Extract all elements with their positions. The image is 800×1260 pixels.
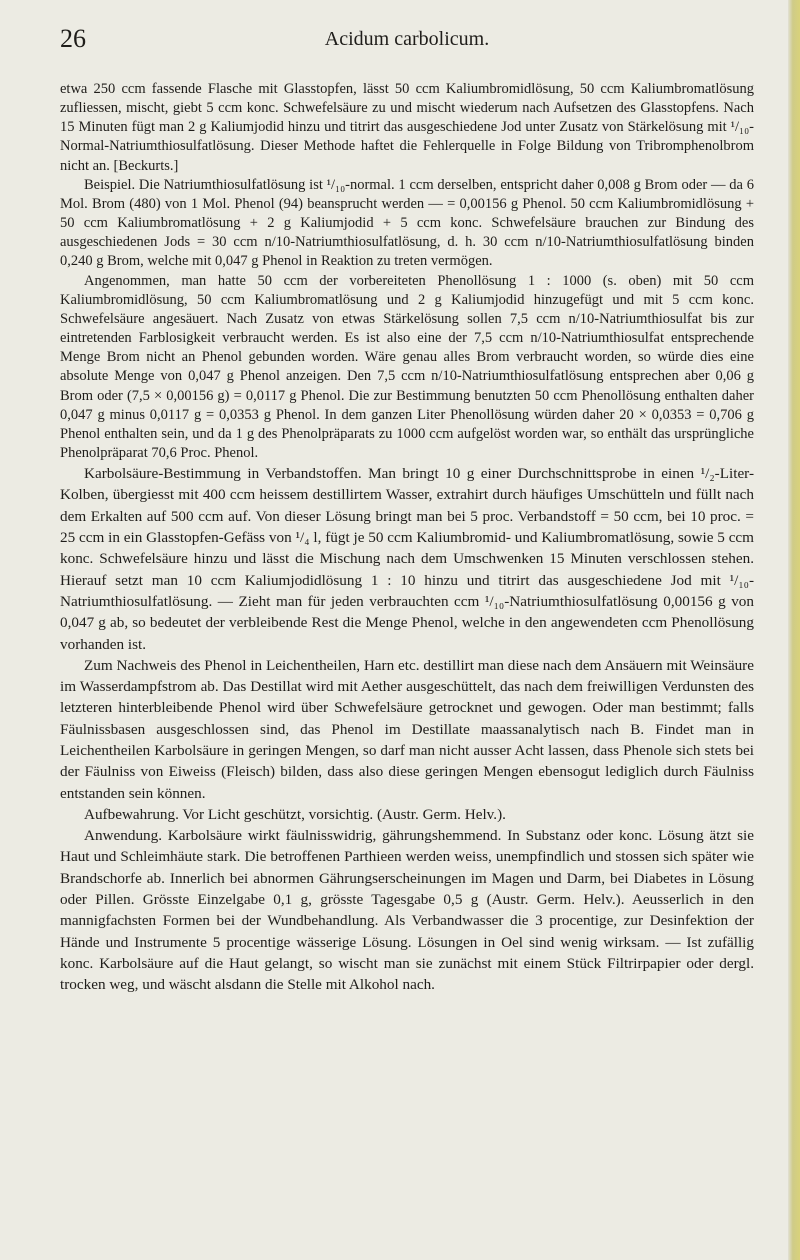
body-text	[60, 80, 754, 996]
paragraph-application: Anwendung. Karbolsäure wirkt fäulnisswidrig, gährungshemmend. In Substanz oder konc. Lösung ätzt sie Haut und Schleimhäute stark. Die betroffenen Parthieen werden weiss, unempfindlich und stossen sich später wie Brandschorfe ab. Innerlich bei abnormen Gährungserscheinungen im Magen und Darm, bei Diabetes in Lösung oder Pillen. Grösste Einzelgabe 0,1 g, grösste Tagesgabe 0,5 g (Austr. Germ. Helv.). Aeusserlich in den mannigfachsten Formen bei der Wundbehandlung. Als Verbandwasser die 3 procentige, zur Desinfektion der Hände und Instrumente 5 procentige wässerige Lösung. Lösungen in Oel sind wenig wirksam. — Ist zufällig konc. Karbolsäure auf die Haut gelangt, so wischt man sie zunächst mit einem Stück Filtrirpapier oder dergl. trocken weg, und wäscht alsdann die Stelle mit Alkohol nach.	[60, 827, 754, 994]
paragraph-dressing-assay: Karbolsäure-Bestimmung in Verbandstoffen. Man bringt 10 g einer Durchschnittsprobe in einen ¹/₂-Liter-Kolben, übergiesst mit 400 ccm heissem destillirtem Wasser, extrahirt durch häufiges Umschütteln und füllt nach dem Erkalten auf 500 ccm auf. Von dieser Lösung bringt man bei 5 proc. Verbandstoff = 50 ccm, bei 10 proc. = 25 ccm in ein Glasstopfen-Gefäss von ¹/₄ l, fügt je 50 ccm Kaliumbromid- und Kaliumbromatlösung, sowie 5 ccm konc. Schwefelsäure hinzu und lässt die Mischung nach dem Umschwenken 15 Minuten verschlossen stehen. Hierauf setzt man 10 ccm Kaliumjodidlösung 1 : 10 hinzu und titrirt das ausgeschiedene Jod mit ¹/₁₀-Natriumthiosulfatlösung. — Zieht man für jeden verbrauchten ccm ¹/₁₀-Natriumthiosulfatlösung 0,00156 g von 0,047 g ab, so bedeutet der verbleibende Rest die Menge Phenol, welche in den angewendeten ccm Phenollösung vorhanden ist.	[60, 465, 754, 653]
page-header	[60, 24, 754, 58]
paragraph-method-end: etwa 250 ccm fassende Flasche mit Glasstopfen, lässt 50 ccm Kaliumbromidlösung, 50 ccm Kaliumbromatlösung zufliessen, mischt, giebt 5 ccm konc. Schwefelsäure zu und mischt wiederum nach Aufsetzen des Glasstopfens. Nach 15 Minuten fügt man 2 g Kaliumjodid hinzu und titrirt das ausgeschiedene Jod unter Zusatz von Stärkelösung mit ¹/₁₀-Normal-Natriumthiosulfatlösung. Dieser Methode haftet die Fehlerquelle in Folge Bildung von Tribromphenolbrom nicht an. [Beckurts.]	[60, 81, 754, 174]
page-edge	[788, 0, 800, 1260]
paragraph-forensic-detection: Zum Nachweis des Phenol in Leichentheilen, Harn etc. destillirt man diese nach dem Ansäuern mit Weinsäure im Wasserdampfstrom ab. Das Destillat wird mit Aether ausgeschüttelt, das nach dem freiwilligen Verdunsten des letzteren hinterbleibende Phenol wird über Schwefelsäure getrocknet und gewogen. Oder man bestimmt; falls Fäulnissbasen ausgeschlossen sind, das Phenol im Destillate maassanalytisch nach B. Findet man in Leichentheilen Karbolsäure in geringen Mengen, so darf man nicht ausser Acht lassen, dass Phenole sich stets bei der Fäulniss von Eiweiss (Fleisch) bilden, dass also diese geringen Mengen ebensogut lediglich durch Fäulniss entstanden sein können.	[60, 656, 754, 802]
paragraph-storage: Aufbewahrung. Vor Licht geschützt, vorsichtig. (Austr. Germ. Helv.).	[84, 805, 506, 823]
page-number: 26	[60, 24, 86, 53]
paragraph-calculation: Angenommen, man hatte 50 ccm der vorbereiteten Phenollösung 1 : 1000 (s. oben) mit 50 ccm Kaliumbromidlösung, 50 ccm Kaliumbromatlösung und 2 g Kaliumjodid hinzugefügt und mit 5 ccm konc. Schwefelsäure angesäuert. Nach Zusatz von etwas Stärkelösung sollen 7,5 ccm n/10-Natriumthiosulfat bis zur eintretenden Farblosigkeit verbraucht werden. Es ist also eine der 7,5 ccm n/10-Natriumthiosulfat entsprechende Menge Brom nicht an Phenol gebunden worden. Wäre genau alles Brom verbraucht worden, so würde dies eine absolute Menge von 0,047 g Phenol anzeigen. Den 7,5 ccm n/10-Natriumthiosulfatlösung entsprechen aber 0,06 g Brom oder (7,5 × 0,00156 g) = 0,0117 g Phenol. Die zur Bestimmung benutzten 50 ccm Phenollösung enthalten daher 0,047 g minus 0,0117 g = 0,0353 g Phenol. In dem ganzen Liter Phenollösung würden daher 20 × 0,0353 = 0,706 g Phenol enthalten sein, und da 1 g des Phenolpräparats zu 1000 ccm aufgelöst worden war, so enthält das ursprüngliche Phenolpräparat 70,6 Proc. Phenol.	[60, 272, 754, 461]
running-title: Acidum carbolicum.	[324, 28, 490, 50]
paragraph-example: Beispiel. Die Natriumthiosulfatlösung ist ¹/₁₀-normal. 1 ccm derselben, entspricht daher 0,008 g Brom oder — da 6 Mol. Brom (480) von 1 Mol. Phenol (94) beansprucht werden — = 0,00156 g Phenol. 50 ccm Kaliumbromidlösung + 50 ccm Kaliumbromatlösung + 2 g Kaliumjodid + 5 ccm konc. Schwefelsäure brauchen zur Bindung des ausgeschiedenen Jods = 30 ccm n/10-Natriumthiosulfatlösung, d. h. 30 ccm n/10-Natriumthiosulfatlösung binden 0,240 g Brom, welche mit 0,047 g Phenol in Reaktion zu treten vermögen.	[60, 176, 754, 270]
